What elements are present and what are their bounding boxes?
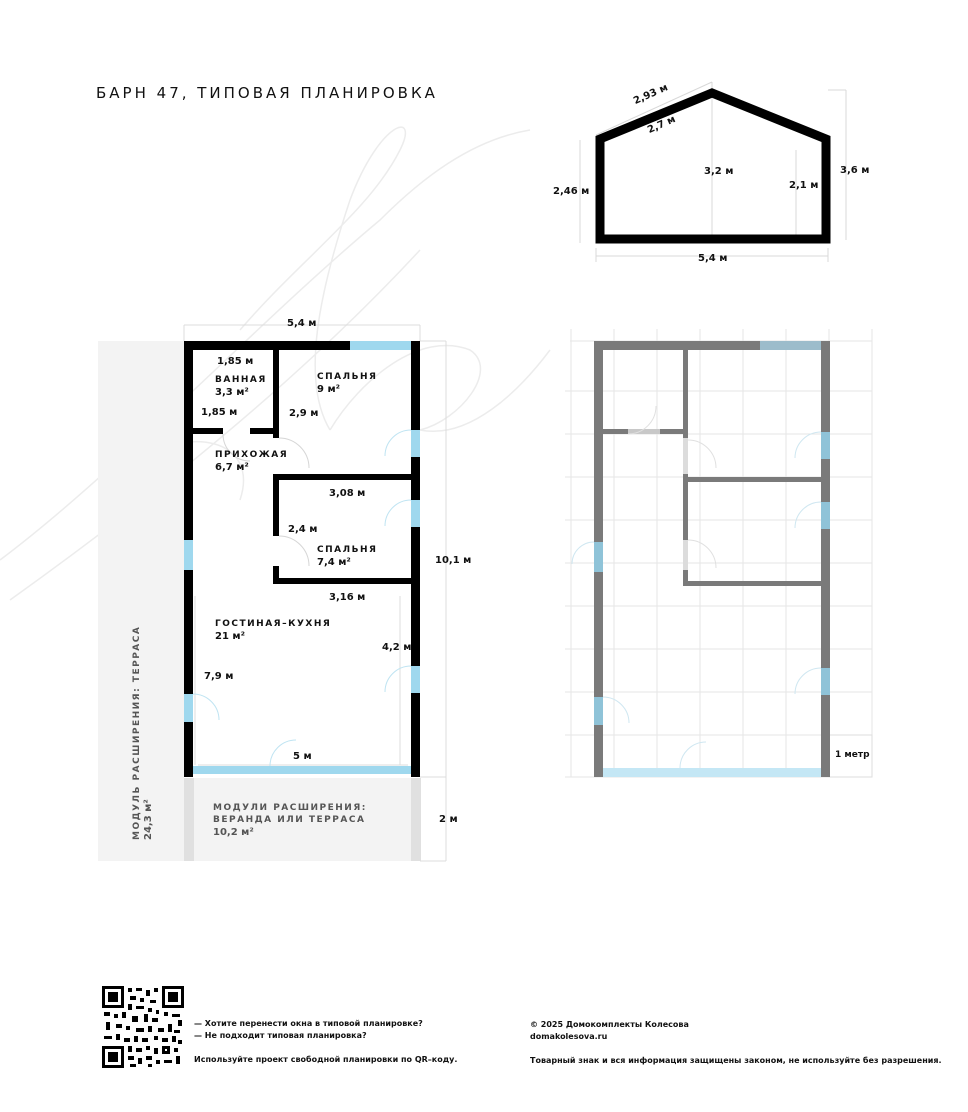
- section-dim-right-inner: 2,1 м: [789, 180, 819, 191]
- room-hall-area: 6,7 м²: [215, 462, 249, 473]
- terrace-module-area: 24,3 м²: [143, 799, 154, 840]
- door-swings: [193, 430, 411, 766]
- footer-question-1: — Хотите перенести окна в типовой планировке?: [194, 1019, 423, 1028]
- footer-legal: Товарный знак и вся информация защищены законом, не используйте без разрешения.: [530, 1056, 942, 1065]
- plan-dim-bed2-side: 2,4 м: [288, 524, 318, 535]
- room-bedroom1-area: 9 м²: [317, 384, 340, 395]
- footer-site-link[interactable]: domakolesova.ru: [530, 1032, 608, 1041]
- terrace-module-label: МОДУЛЬ РАСШИРЕНИЯ: ТЕРРАСА: [132, 625, 142, 840]
- grid-plan: [565, 329, 872, 777]
- section-dim-width: 5,4 м: [698, 253, 728, 264]
- room-bedroom2-name: СПАЛЬНЯ: [317, 545, 378, 555]
- plan-dim-living-right: 4,2 м: [382, 642, 412, 653]
- plan-dim-top-width: 5,4 м: [287, 318, 317, 329]
- grid-plan-walls: [594, 341, 830, 777]
- room-hall-name: ПРИХОЖАЯ: [215, 450, 289, 460]
- plan-dim-bed1-side: 2,9 м: [289, 408, 319, 419]
- room-bath-name: ВАННАЯ: [215, 375, 267, 385]
- footer-question-2: — Не подходит типовая планировка?: [194, 1031, 367, 1040]
- footer-cta: Используйте проект свободной планировки по QR–коду.: [194, 1055, 458, 1064]
- section-dim-center-height: 3,2 м: [704, 166, 734, 177]
- plan-dim-bath-top: 1,85 м: [217, 356, 254, 367]
- veranda-label-line1: МОДУЛИ РАСШИРЕНИЯ:: [213, 803, 367, 813]
- qr-code[interactable]: [102, 986, 184, 1068]
- plan-dim-veranda-depth: 2 м: [439, 814, 458, 825]
- veranda-area: 10,2 м²: [213, 827, 254, 838]
- plan-dim-bed2-bottom: 3,16 м: [329, 592, 366, 603]
- footer-copyright: © 2025 Домокомплекты Колесова: [530, 1020, 689, 1029]
- plan-dim-living-left: 7,9 м: [204, 671, 234, 682]
- section-dim-slope-outer: 2,93 м: [632, 82, 670, 108]
- room-living-area: 21 м²: [215, 631, 245, 642]
- plan-windows: [184, 341, 420, 774]
- plan-dim-bed1-bottom: 3,08 м: [329, 488, 366, 499]
- plan-dim-bottom-width: 5 м: [293, 751, 312, 762]
- page-title: БАРН 47, ТИПОВАЯ ПЛАНИРОВКА: [96, 84, 438, 102]
- grid-plan-windows: [594, 432, 830, 725]
- grid-door-swings: [572, 432, 821, 768]
- room-bedroom1-name: СПАЛЬНЯ: [317, 372, 378, 382]
- room-bath-area: 3,3 м²: [215, 387, 249, 398]
- terrace-module-label-group: [132, 625, 154, 840]
- section-dim-left-height: 2,46 м: [553, 186, 590, 197]
- veranda-label-line2: ВЕРАНДА ИЛИ ТЕРРАСА: [213, 815, 366, 825]
- room-bedroom2-area: 7,4 м²: [317, 557, 351, 568]
- plan-dim-bath-side: 1,85 м: [201, 407, 238, 418]
- grid-scale-label: 1 метр: [835, 750, 870, 760]
- plan-dim-total-height: 10,1 м: [435, 555, 472, 566]
- room-living-name: ГОСТИНАЯ–КУХНЯ: [215, 619, 332, 629]
- section-dim-slope-inner: 2,7 м: [646, 114, 678, 137]
- section-dim-right-outer: 3,6 м: [840, 165, 870, 176]
